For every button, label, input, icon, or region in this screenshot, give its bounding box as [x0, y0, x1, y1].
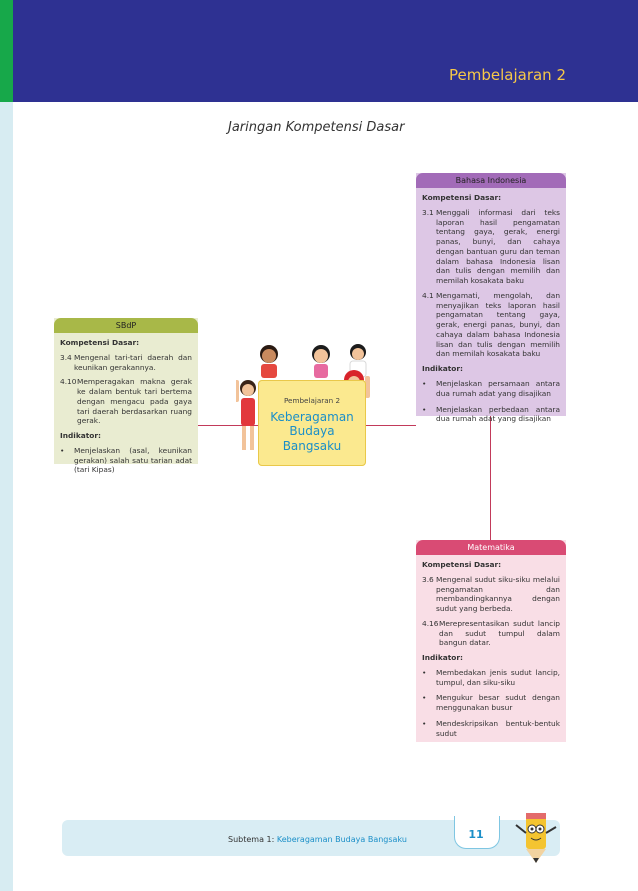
footer-prefix: Subtema 1:	[228, 835, 277, 844]
page-header	[0, 0, 638, 102]
sbdp-indicator-label: Indikator:	[60, 431, 101, 441]
item-text: Mengenal tari-tari daerah dan keunikan gerakannya.	[74, 352, 192, 372]
bahasa-indicator-label: Indikator:	[422, 364, 463, 374]
list-item	[422, 208, 560, 286]
matematika-indicator-label: Indikator:	[422, 653, 463, 663]
header-title: Pembelajaran 2	[449, 66, 566, 84]
scroll-title-line: Keberagaman	[270, 410, 354, 424]
indicator-item	[422, 668, 560, 688]
bullet-icon: •	[422, 693, 427, 703]
indicator-text: Menjelaskan perbedaan antara dua rumah adat yang disajikan	[436, 404, 560, 424]
item-text: Mengamati, mengolah, dan menyajikan teks laporan hasil pengamatan tentang gaya, gerak, energi panas, bunyi, dan cahaya dalam bahasa Indonesia lisan dan tulis dengan memilih dan memilah kosakata baku	[436, 290, 560, 359]
indicator-item	[60, 446, 192, 475]
sbdp-kd-label: Kompetensi Dasar:	[60, 338, 140, 347]
indicator-text: Menjelaskan (asal, keunikan gerakan) salah satu tarian adat (tari Kipas)	[74, 445, 192, 475]
list-item	[422, 619, 560, 648]
pencil-mascot-icon	[510, 805, 562, 865]
bullet-icon: •	[422, 718, 427, 728]
indicator-item	[422, 719, 560, 739]
item-number: 3.1	[422, 207, 434, 217]
item-text: Memperagakan makna gerak ke dalam bentuk tari bertema dengan mengacu pada gaya tari daerah berdasarkan ruang gerak.	[77, 377, 192, 426]
scroll-title-line: Budaya	[289, 424, 335, 439]
bullet-icon: •	[60, 445, 65, 455]
indicator-item	[422, 379, 560, 399]
list-item	[60, 353, 192, 373]
footer-subtema-title: Keberagaman Budaya Bangsaku	[276, 835, 407, 844]
bullet-icon: •	[422, 667, 427, 677]
indicator-text: Mendeskripsikan bentuk-bentuk sudut	[436, 718, 560, 738]
item-number: 3.4	[60, 352, 72, 362]
header-green-strip	[0, 0, 13, 102]
indicator-text: Mengukur besar sudut dengan menggunakan busur	[436, 693, 560, 713]
list-item	[422, 575, 560, 614]
bahasa-kd-label: Kompetensi Dasar:	[422, 193, 502, 202]
list-item	[60, 377, 192, 426]
indicator-item	[422, 693, 560, 713]
item-number: 4.10	[60, 377, 77, 387]
indicator-text: Menjelaskan persamaan antara dua rumah adat yang disajikan	[436, 379, 560, 398]
item-number: 4.16	[422, 618, 439, 628]
bahasa-card	[416, 173, 566, 424]
list-item	[422, 291, 560, 359]
matematika-card	[416, 540, 566, 742]
bahasa-title: Bahasa Indonesia	[416, 173, 566, 188]
bullet-icon: •	[422, 379, 427, 389]
indicator-text: Membedakan jenis sudut lancip, tumpul, dan siku-siku	[436, 667, 560, 687]
item-number: 3.6	[422, 574, 434, 584]
indicator-item	[422, 405, 560, 425]
item-text: Merepresentasikan sudut lancip dan sudut tumpul dalam bangun datar.	[439, 618, 560, 648]
sbdp-card	[54, 318, 198, 475]
sbdp-title: SBdP	[54, 318, 198, 333]
scroll-subtitle: Pembelajaran 2	[283, 396, 341, 405]
page-number: 11	[468, 828, 484, 841]
left-margin-strip	[0, 102, 13, 891]
item-text: Mengenal sudut siku-siku melalui pengamatan dan membandingkannya dengan sudut yang berbeda.	[436, 574, 560, 614]
item-number: 4.1	[422, 290, 434, 300]
scroll-title	[258, 410, 366, 453]
footer-subtema	[228, 835, 407, 844]
matematika-kd-label: Kompetensi Dasar:	[422, 560, 502, 569]
page-heading: Jaringan Kompetensi Dasar	[228, 120, 405, 135]
bullet-icon: •	[422, 404, 427, 414]
scroll-title-line: Bangsaku	[282, 438, 342, 453]
matematika-title: Matematika	[416, 540, 566, 555]
item-text: Menggali informasi dari teks laporan hasil pengamatan tentang gaya, gerak, energi panas, bunyi, dan cahaya dengan bantuan guru dan teman dalam bahasa Indonesia lisan dan tulis dengan memilih dan memilah kosakata baku	[436, 207, 560, 286]
